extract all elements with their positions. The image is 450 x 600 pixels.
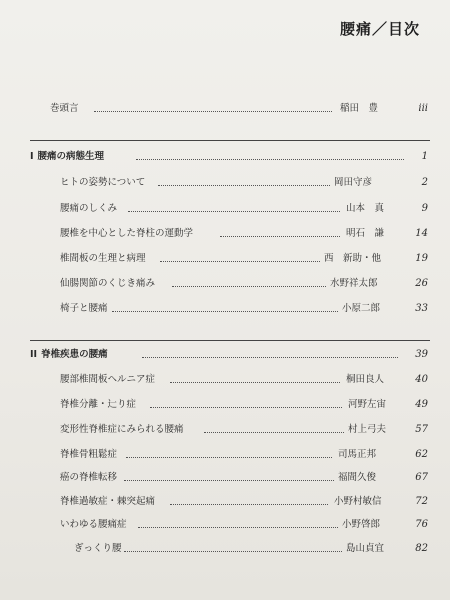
toc-entry <box>0 541 450 557</box>
entry-page: 26 <box>415 278 428 289</box>
entry-author: 司馬正邦 <box>338 449 377 460</box>
toc-entry <box>0 397 450 413</box>
entry-title: 変形性脊椎症にみられる腰痛 <box>60 424 184 435</box>
toc-entry <box>0 276 450 292</box>
entry-author: 西 新助・他 <box>324 253 382 264</box>
entry-author: 島山貞宜 <box>346 543 385 554</box>
entry-page: 49 <box>415 399 428 410</box>
leader-dots <box>138 526 338 528</box>
entry-page: iii <box>418 103 428 114</box>
entry-page: 67 <box>415 472 428 483</box>
toc-entry <box>0 517 450 533</box>
toc-entry <box>0 422 450 438</box>
entry-author: 小野村敏信 <box>334 496 382 507</box>
entry-title: 椅子と腰痛 <box>60 303 108 314</box>
entry-page: 33 <box>415 303 428 314</box>
leader-dots <box>172 285 326 287</box>
section-divider <box>30 140 430 141</box>
leader-dots <box>128 210 340 212</box>
entry-author: 岡田守彦 <box>334 177 373 188</box>
entry-title: 巻頭言 <box>50 103 79 114</box>
leader-dots <box>112 310 338 312</box>
leader-dots <box>220 235 340 237</box>
entry-title: ぎっくり腰 <box>74 543 122 554</box>
section-title <box>30 347 108 363</box>
section-divider <box>30 340 430 341</box>
entry-page: 82 <box>415 543 428 554</box>
leader-dots <box>204 431 344 433</box>
toc-entry <box>0 175 450 191</box>
leader-dots <box>94 110 332 112</box>
toc-entry <box>0 494 450 510</box>
toc-entry <box>0 447 450 463</box>
entry-author: 福間久俊 <box>338 472 377 483</box>
toc-entry <box>0 226 450 242</box>
leader-dots <box>126 456 332 458</box>
section-title-text: 脊椎疾患の腰痛 <box>41 349 108 360</box>
entry-title: 脊椎過敏症・棘突起痛 <box>60 496 156 507</box>
leader-dots <box>170 381 340 383</box>
leader-dots <box>170 503 328 505</box>
entry-page: 57 <box>415 424 428 435</box>
leader-dots <box>136 158 404 160</box>
entry-title: いわゆる腰痛症 <box>60 519 127 530</box>
section-numeral: II <box>30 349 38 360</box>
toc-entry <box>0 470 450 486</box>
entry-page: 2 <box>421 177 428 188</box>
entry-title: 脊椎骨粗鬆症 <box>60 449 118 460</box>
leader-dots <box>124 550 342 552</box>
page-title: 腰痛／目次 <box>339 20 420 38</box>
entry-page: 40 <box>415 374 428 385</box>
section-page: 39 <box>415 349 428 360</box>
leader-dots <box>158 184 330 186</box>
entry-author: 村上弓夫 <box>348 424 387 435</box>
toc-entry-preface <box>0 101 450 117</box>
toc-entry <box>0 301 450 317</box>
entry-author: 山本 真 <box>346 203 385 214</box>
entry-page: 14 <box>415 228 428 239</box>
entry-author: 明石 謙 <box>346 228 385 239</box>
leader-dots <box>124 479 334 481</box>
section-numeral: I <box>30 151 34 162</box>
entry-author: 稲田 豊 <box>340 103 379 114</box>
entry-title: 腰痛のしくみ <box>60 203 118 214</box>
entry-author: 桐田良人 <box>346 374 385 385</box>
entry-page: 76 <box>415 519 428 530</box>
section-page: 1 <box>421 151 428 162</box>
entry-page: 19 <box>415 253 428 264</box>
entry-title: ヒトの姿勢について <box>60 177 146 188</box>
entry-author: 小原二郎 <box>342 303 381 314</box>
entry-title: 脊椎分離・辷り症 <box>60 399 137 410</box>
section-title <box>30 149 104 165</box>
leader-dots <box>160 260 320 262</box>
leader-dots <box>142 356 398 358</box>
section-heading <box>0 347 450 363</box>
section-title-text: 腰痛の病態生理 <box>37 151 105 162</box>
entry-title: 腰部椎間板ヘルニア症 <box>60 374 156 385</box>
entry-title: 仙腸関節のくじき痛み <box>60 278 156 289</box>
entry-title: 椎間板の生理と病理 <box>60 253 146 264</box>
entry-author: 小野啓郎 <box>342 519 381 530</box>
entry-author: 河野左宙 <box>348 399 387 410</box>
toc-entry <box>0 201 450 217</box>
section-heading <box>0 149 450 165</box>
entry-title: 腰椎を中心とした脊柱の運動学 <box>60 228 194 239</box>
toc-entry <box>0 372 450 388</box>
leader-dots <box>150 406 342 408</box>
entry-page: 62 <box>415 449 428 460</box>
toc-entry <box>0 251 450 267</box>
entry-page: 9 <box>421 203 428 214</box>
entry-author: 水野祥太郎 <box>330 278 378 289</box>
entry-title: 癌の脊椎転移 <box>60 472 118 483</box>
entry-page: 72 <box>415 496 428 507</box>
